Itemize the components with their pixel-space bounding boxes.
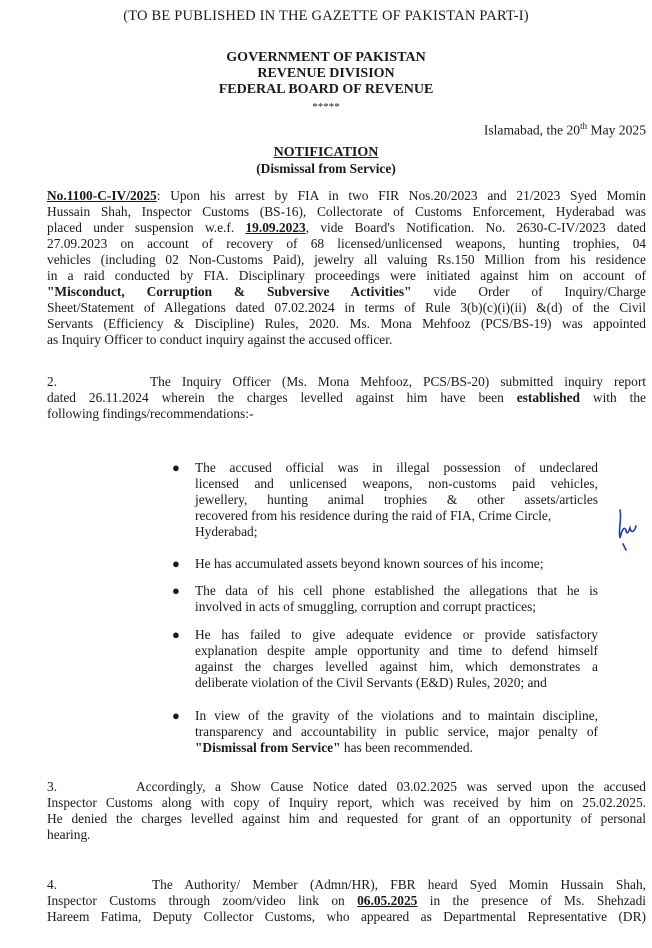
paragraph-number: 2.: [47, 374, 58, 389]
list-item-line: The accused official was in illegal possession of undeclared: [195, 460, 598, 475]
paragraph-line: dated 26.11.2024 wherein the charges levelled against him have been established with the: [47, 390, 646, 405]
bullet-marker: ●: [172, 556, 180, 571]
paragraph-line: Accordingly, a Show Cause Notice dated 03.02.2025 was served upon the accused: [136, 779, 646, 794]
paragraph-line: Hareem Fatima, Deputy Collector Customs, who appeared as Departmental Representative (DR): [47, 909, 646, 924]
list-item-line: He has accumulated assets beyond known sources of his income;: [195, 556, 544, 571]
paragraph-number: 4.: [47, 877, 58, 892]
list-item-line: involved in acts of smuggling, corruption and corrupt practices;: [195, 599, 537, 614]
bullet-marker: ●: [172, 627, 180, 642]
paragraph-line: No.1100-C-IV/2025: Upon his arrest by FIA in two FIR Nos.20/2023 and 21/2023 Syed Momin: [47, 188, 646, 203]
paragraph-line: as Inquiry Officer to conduct inquiry against the accused officer.: [47, 332, 393, 347]
list-item-line: transparency and accountability in public service, major penalty of: [195, 724, 598, 739]
list-item-line: recovered from his residence during the raid of FIA, Crime Circle,: [195, 508, 552, 523]
paragraph-line: The Authority/ Member (Admn/HR), FBR heard Syed Momin Hussain Shah,: [152, 877, 646, 892]
paragraph-number: 3.: [47, 779, 58, 794]
paragraph-line: The Inquiry Officer (Ms. Mona Mehfooz, PCS/BS-20) submitted inquiry report: [150, 374, 646, 389]
notification-number: No.1100-C-IV/2025: [47, 188, 157, 203]
gazette-heading: (TO BE PUBLISHED IN THE GAZETTE OF PAKISTAN PART-I): [123, 8, 529, 24]
paragraph-line: 27.09.2023 on account of recovery of 68 licensed/unlicensed weapons, hunting trophies, 04: [47, 236, 646, 251]
notification-title: NOTIFICATION: [273, 145, 379, 160]
notification-subtitle: (Dismissal from Service): [256, 161, 396, 176]
paragraph-line: "Misconduct, Corruption & Subversive Activities" vide Order of Inquiry/Charge: [47, 284, 646, 299]
list-item-line: The data of his cell phone established the allegations that he is: [195, 583, 598, 598]
paragraph-line: in a raid conducted by FIA. Disciplinary proceedings were initiated against him on account of: [47, 268, 646, 283]
list-item-line: explanation despite ample opportunity and time to defend himself: [195, 643, 598, 658]
header-stars: *****: [312, 101, 340, 113]
list-item-line: In view of the gravity of the violations and to maintain discipline,: [195, 708, 598, 723]
list-item-line: Hyderabad;: [195, 524, 258, 539]
list-item-line: "Dismissal from Service" has been recommended.: [195, 740, 473, 755]
paragraph-line: Inspector Customs along with copy of Inquiry report, which was received by him on 25.02.2025.: [47, 795, 646, 810]
bullet-marker: ●: [172, 460, 180, 475]
list-item-line: against the charges levelled against him, which demonstrates a: [195, 659, 598, 674]
paragraph-line: He denied the charges levelled against him and requested for grant of an opportunity of personal: [47, 811, 646, 826]
header-division: REVENUE DIVISION: [257, 66, 395, 81]
paragraph-line: placed under suspension w.e.f. 19.09.2023, vide Board's Notification. No. 2630-C-IV/2023 dated: [47, 220, 646, 235]
paragraph-line: Inspector Customs through zoom/video link on 06.05.2025 in the presence of Ms. Shehzadi: [47, 893, 646, 908]
paragraph-line: Sheet/Statement of Allegations dated 07.02.2024 in terms of Rule 3(b)(c)(i)(ii) &(d) of the Civil: [47, 300, 646, 315]
bullet-marker: ●: [172, 708, 180, 723]
paragraph-line: Hussain Shah, Inspector Customs (BS-16), Collectorate of Customs Enforcement, Hyderabad was: [47, 204, 646, 219]
paragraph-line: Servants (Efficiency & Discipline) Rules, 2020. Ms. Mona Mehfooz (PCS/BS-19) was appointed: [47, 316, 646, 331]
list-item-line: licensed and unlicensed weapons, non-customs paid vehicles,: [195, 476, 598, 491]
place-date: Islamabad, the 20th May 2025: [483, 121, 646, 138]
handwritten-initials-icon: [614, 500, 646, 556]
header-government: GOVERNMENT OF PAKISTAN: [226, 50, 426, 65]
paragraph-line: hearing.: [47, 827, 91, 842]
list-item-line: deliberate violation of the Civil Servants (E&D) Rules, 2020; and: [195, 675, 547, 690]
paragraph-line: following findings/recommendations:-: [47, 406, 254, 421]
paragraph-line: vehicles (including 02 Non-Customs Paid), jewelry all valuing Rs.150 Million from his residence: [47, 252, 646, 267]
list-item-line: jewellery, hunting animal trophies & other assets/articles: [195, 492, 598, 507]
bullet-marker: ●: [172, 583, 180, 598]
list-item-line: He has failed to give adequate evidence or provide satisfactory: [195, 627, 598, 642]
header-board: FEDERAL BOARD OF REVENUE: [218, 82, 434, 97]
